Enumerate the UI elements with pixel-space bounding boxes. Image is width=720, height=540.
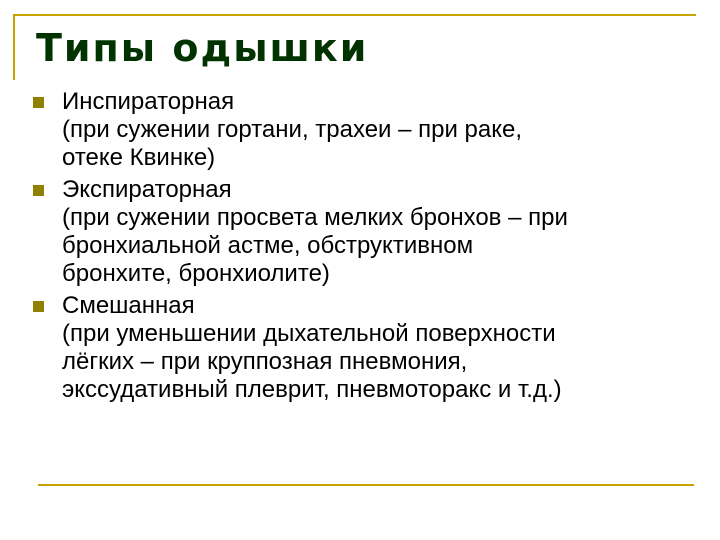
item-heading: Инспираторная [62,88,235,115]
list-item-expiratory [33,176,693,288]
item-detail: (при сужении гортани, трахеи – при раке, отеке Квинке) [62,116,523,171]
slide-title: Типы одышки [36,26,369,70]
frame-top-line [13,14,696,16]
list-item-mixed [33,292,693,404]
item-detail: (при сужении просвета мелких бронхов – при бронхиальной астме, обструктивном бронхите, бронхиолите) [62,204,568,287]
square-bullet-icon [33,97,44,108]
bullet-list [33,88,693,408]
frame-bottom-line [38,484,694,486]
item-heading: Смешанная [62,292,195,319]
list-item-inspiratory [33,88,693,172]
square-bullet-icon [33,185,44,196]
frame-left-line [13,14,15,80]
item-heading: Экспираторная [62,176,232,203]
item-detail: (при уменьшении дыхательной поверхности лёгких – при круппозная пневмония, экссудативный плеврит, пневмоторакс и т.д.) [62,320,562,403]
square-bullet-icon [33,301,44,312]
